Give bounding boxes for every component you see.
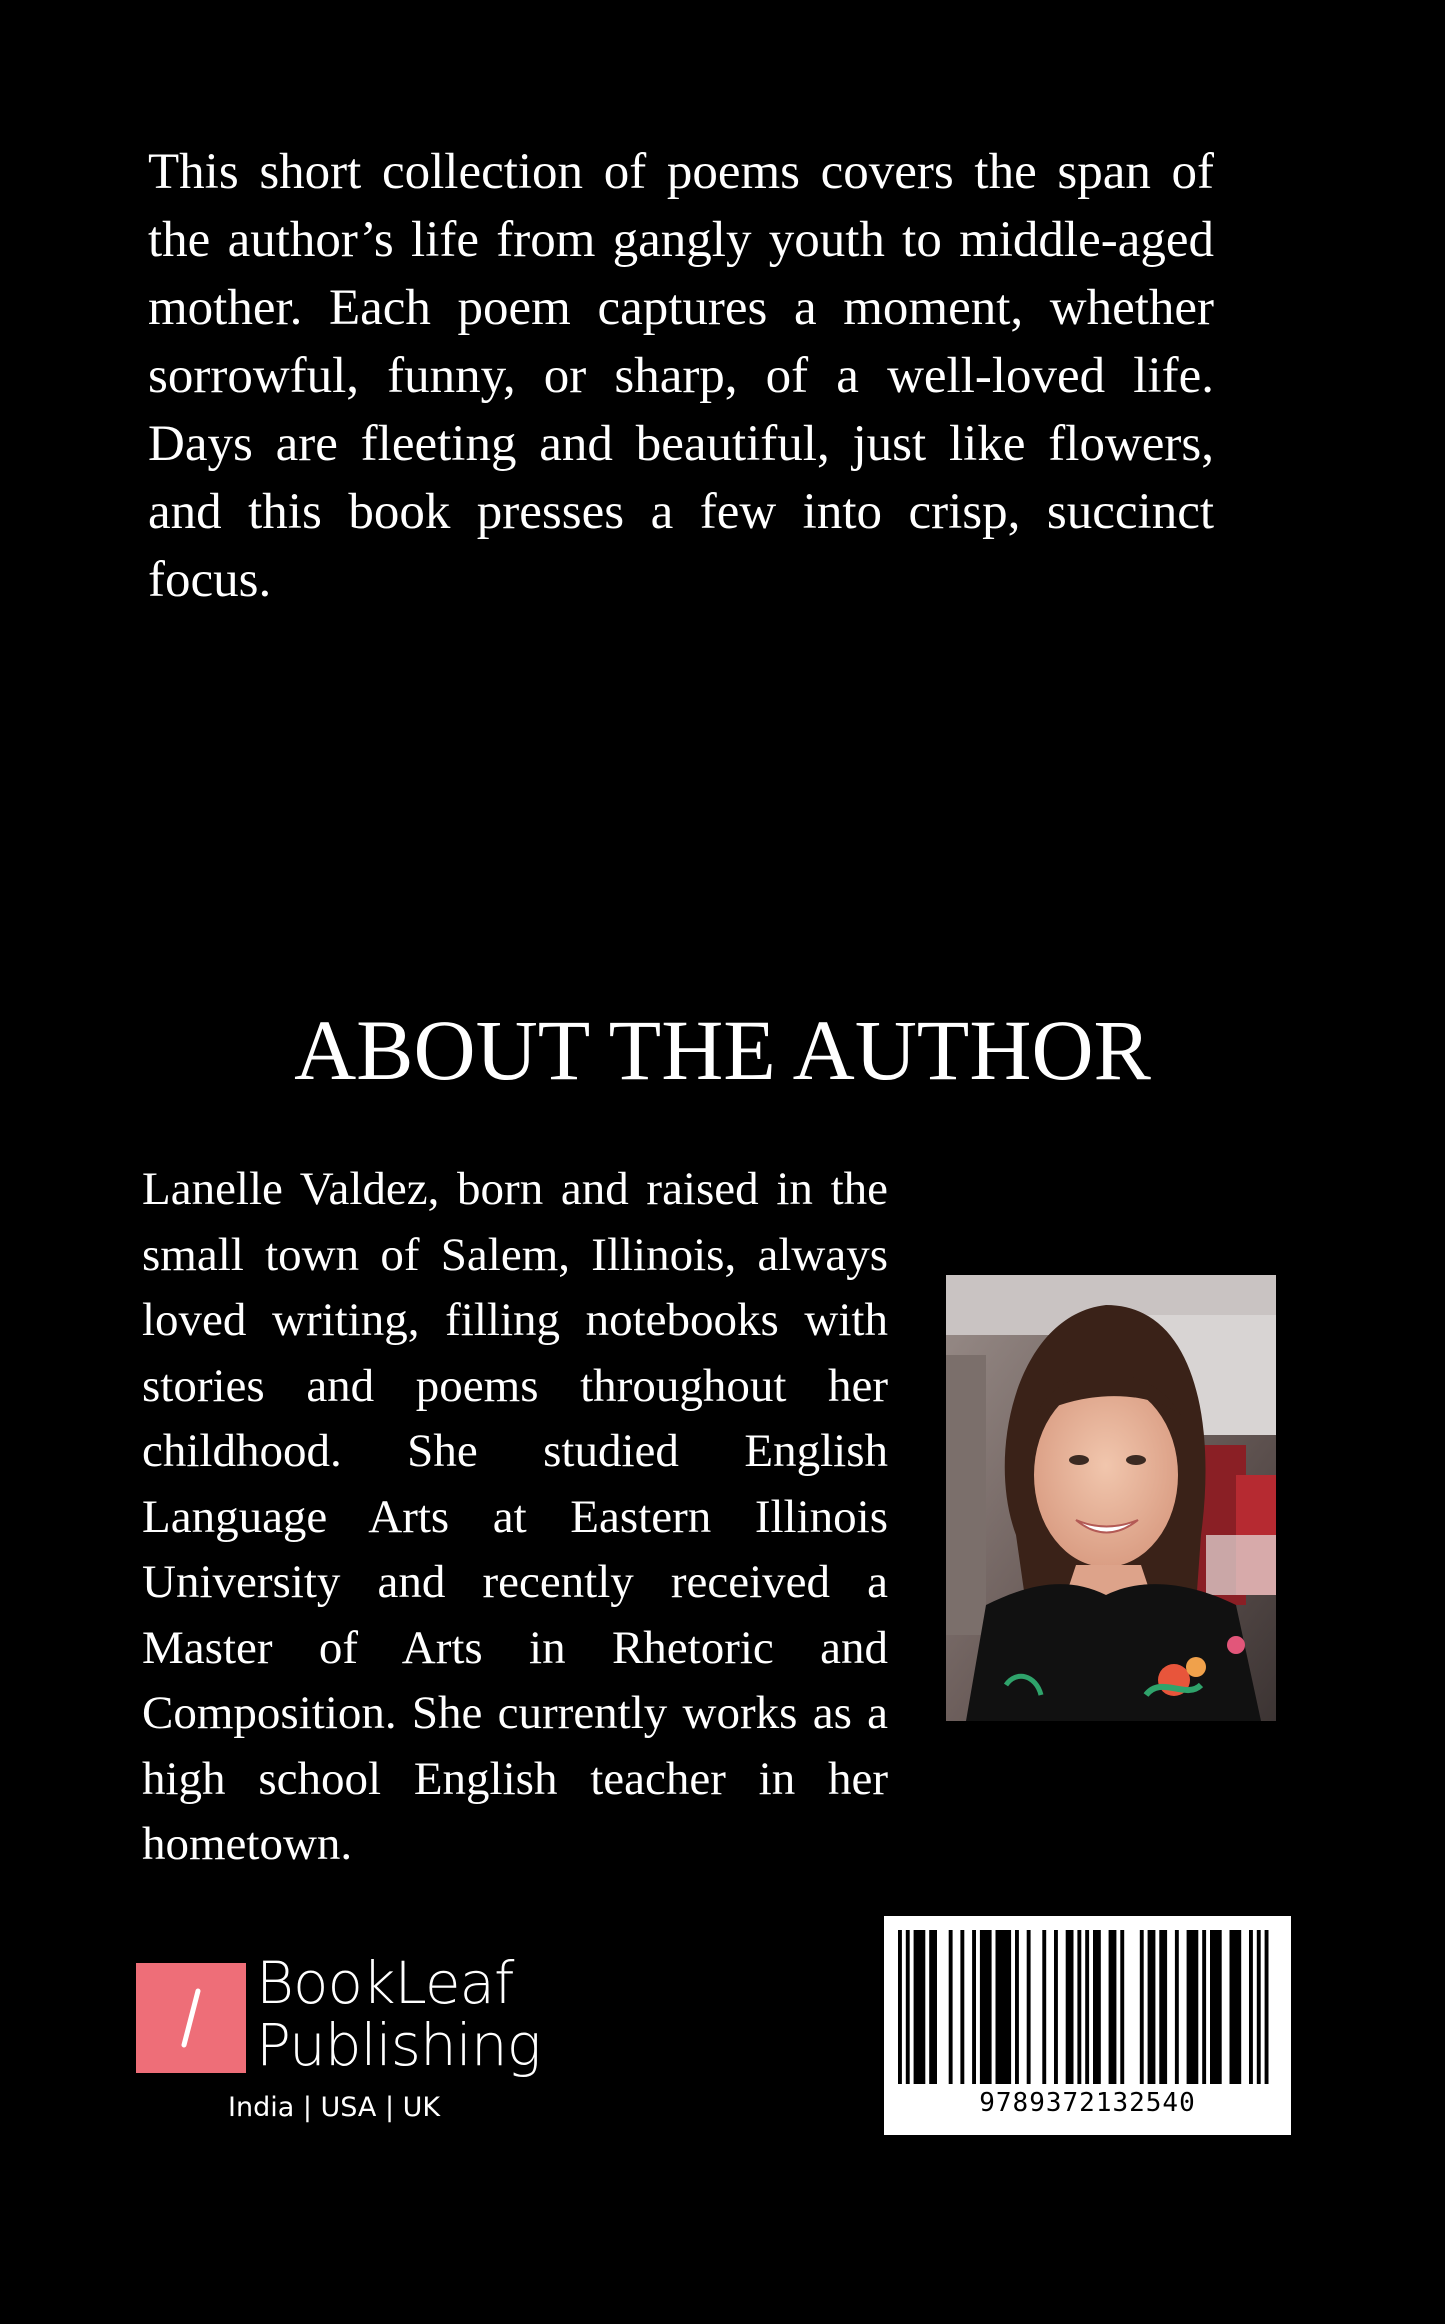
barcode-bar [1159, 1930, 1167, 2084]
barcode-bar [996, 1930, 1012, 2084]
barcode-bar [914, 1930, 926, 2084]
barcode-bar [1042, 1930, 1046, 2084]
author-bio: Lanelle Valdez, born and raised in the small town of Salem, Illinois, always loved writing, filling notebooks with stories and poems throughout her childhood. She studied English Language Arts at Eastern Illinois University and recently received a Master of Arts in Rhetoric and Composition. She currently works as a high school English teacher in her hometown. [142, 1163, 888, 1870]
publisher-name-line2: Publishing [256, 2011, 541, 2079]
barcode-bar [906, 1930, 910, 2084]
barcode-bar [1148, 1930, 1156, 2084]
author-photo [946, 1275, 1276, 1721]
barcode-bar [1230, 1930, 1242, 2084]
barcode-bar [980, 1930, 992, 2084]
barcode-bar [960, 1930, 964, 2084]
barcode-bar [1249, 1930, 1253, 2084]
barcode-bar [1175, 1930, 1179, 2084]
barcode-bar [1015, 1930, 1019, 2084]
barcode-bar [1202, 1930, 1206, 2084]
barcode-bar [1265, 1930, 1269, 2084]
barcode-bar [1187, 1930, 1199, 2084]
barcode-bar [1077, 1930, 1081, 2084]
barcode-bar [1054, 1930, 1058, 2084]
about-the-author-heading: ABOUT THE AUTHOR [294, 1002, 1151, 1098]
barcode-bar [1066, 1930, 1074, 2084]
publisher-name [256, 1949, 541, 2079]
barcode-bar [1027, 1930, 1031, 2084]
isbn-number: 9789372132540 [979, 2088, 1196, 2118]
barcode-bar [1109, 1930, 1117, 2084]
bookleaf-logo [136, 1963, 246, 2073]
barcode-bar [1257, 1930, 1261, 2084]
barcode-bar [949, 1930, 953, 2084]
barcode-bar [972, 1930, 976, 2084]
barcode-bar [1210, 1930, 1222, 2084]
barcode-bar [1120, 1930, 1124, 2084]
barcode-bar [1085, 1930, 1089, 2084]
back-cover-blurb: This short collection of poems covers the span of the author’s life from gangly youth to middle-aged mother. Each poem captures a moment, whether sorrowful, funny, or sharp, of a well-loved life. Days are fleeting and beautiful, just like flowers, and this book presses a few into crisp, succinct focus. [148, 144, 1214, 608]
isbn-barcode [884, 1916, 1291, 2135]
barcode-bar [898, 1930, 902, 2084]
publisher-name-line1: BookLeaf [256, 1949, 514, 2017]
barcode-bar [1093, 1930, 1101, 2084]
barcode-bar [929, 1930, 937, 2084]
publisher-regions: India | USA | UK [228, 2092, 441, 2123]
barcode-bar [1140, 1930, 1144, 2084]
